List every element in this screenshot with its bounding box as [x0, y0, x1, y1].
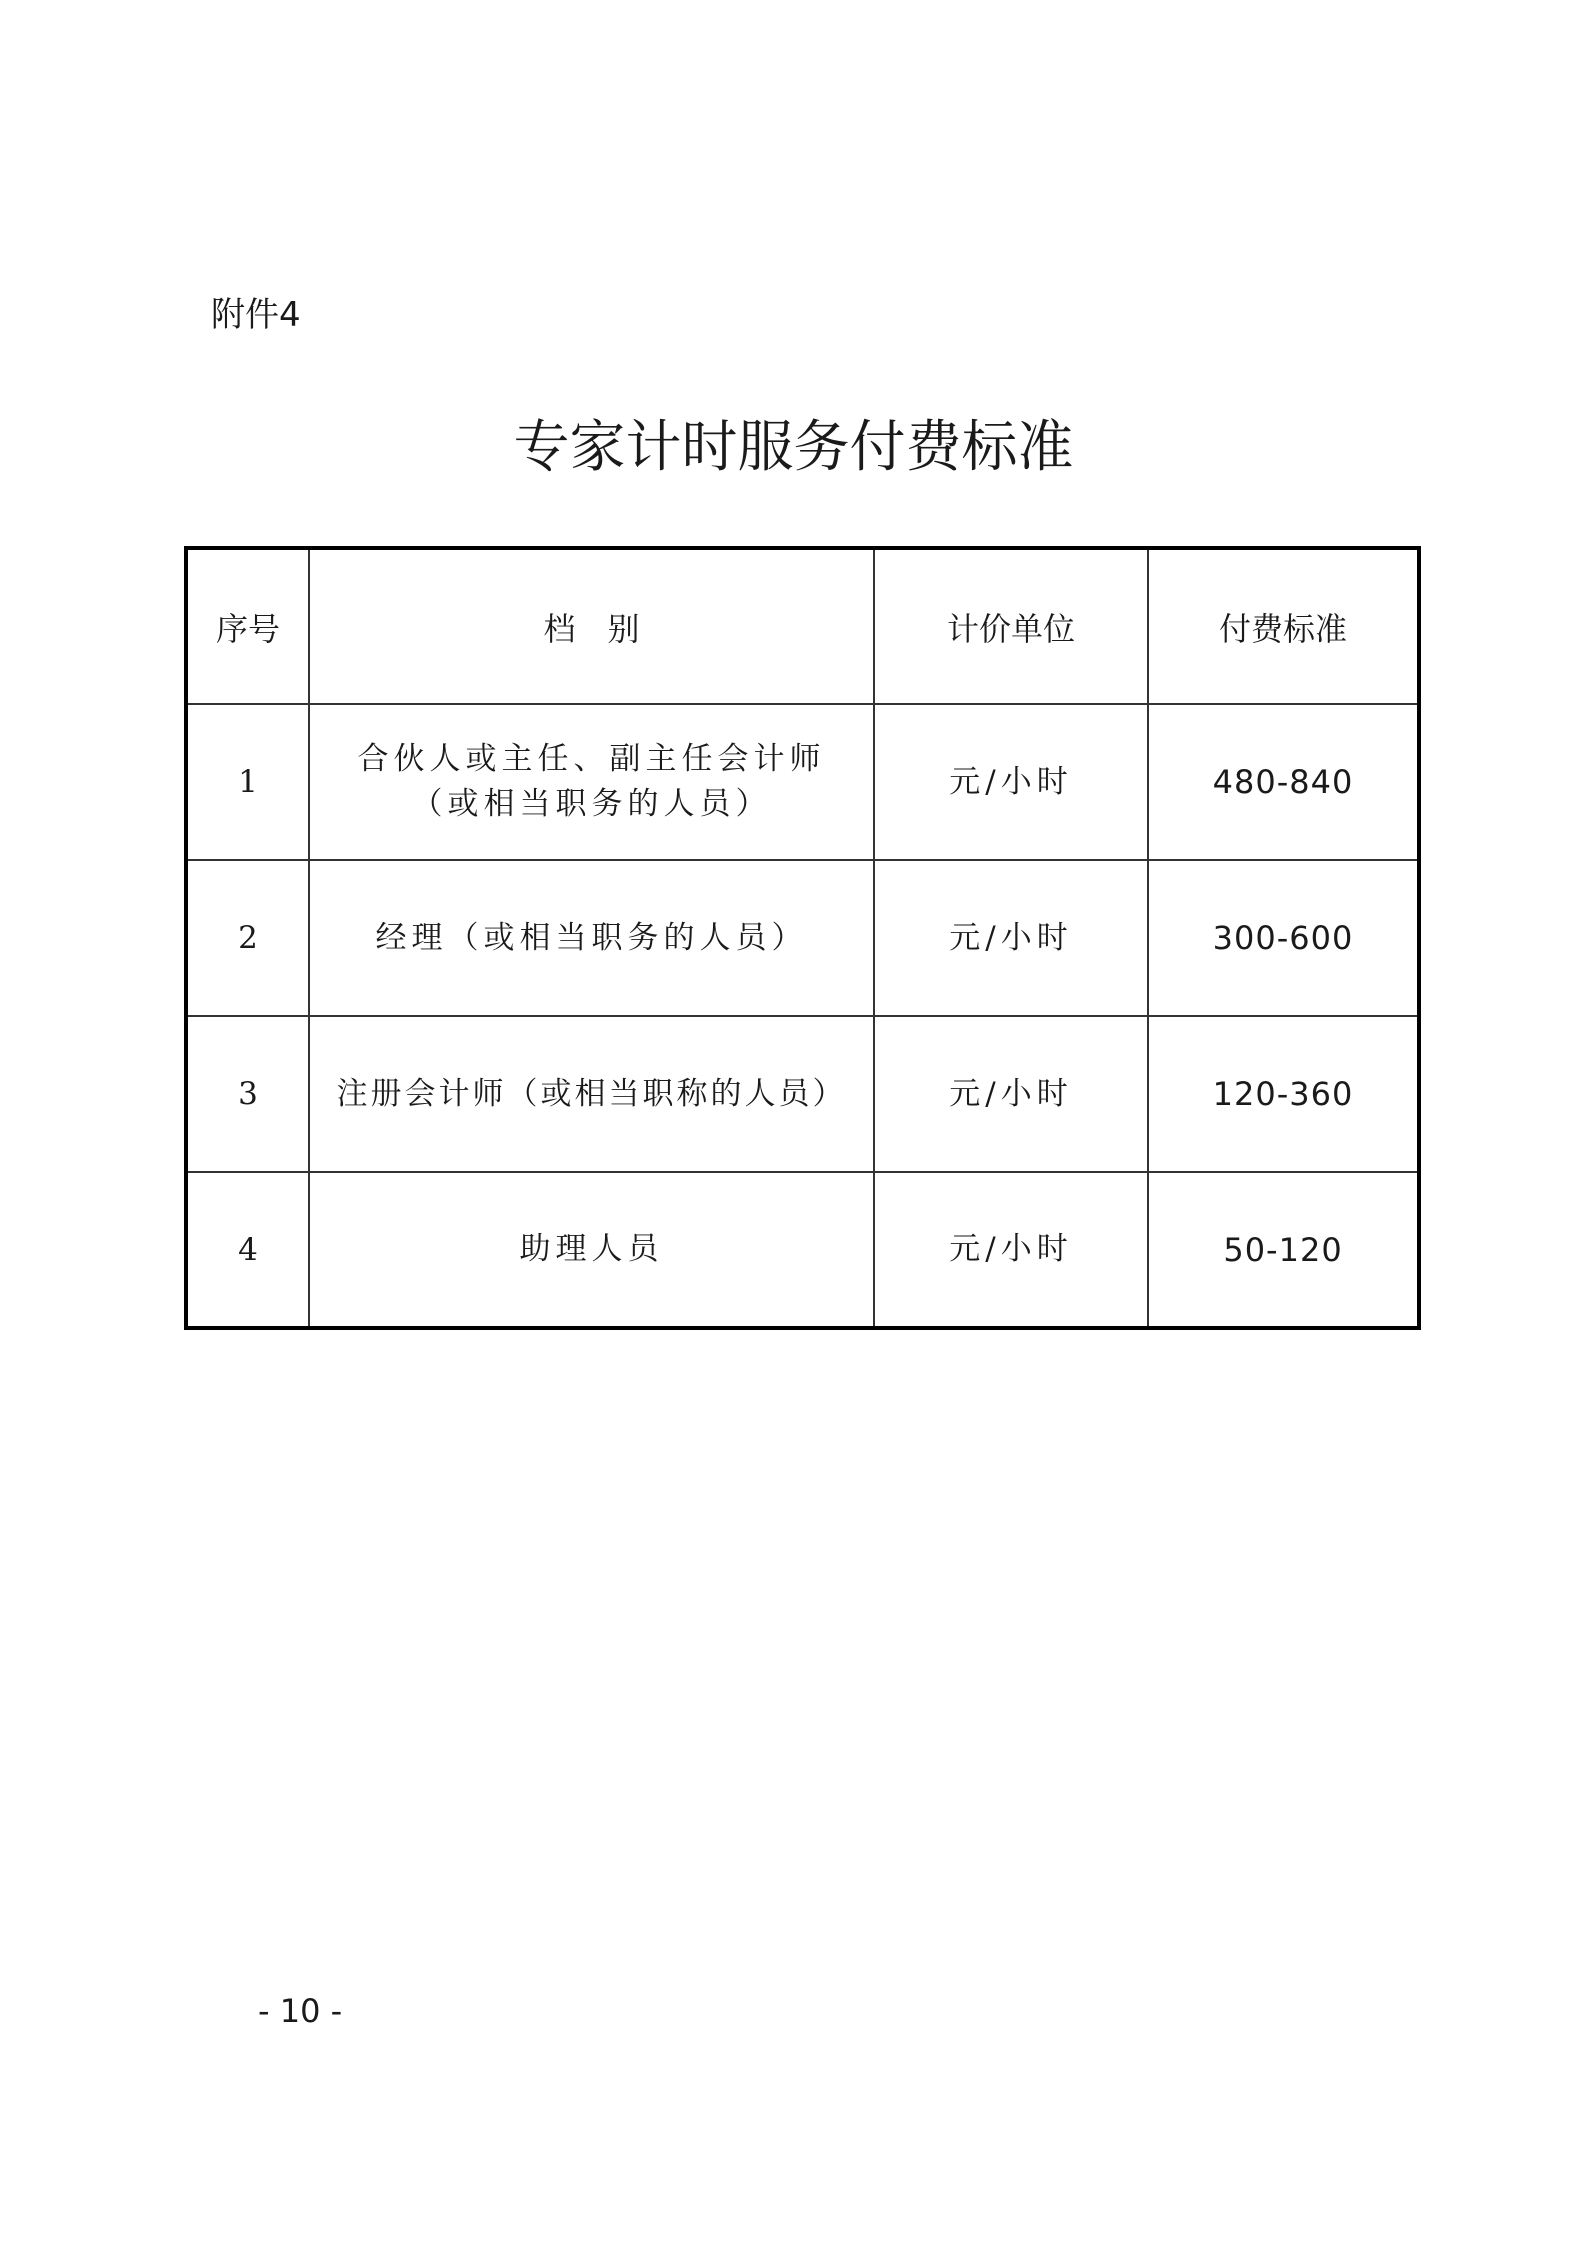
page-number: - 10 - [258, 1992, 343, 2030]
row-serial: 1 [186, 704, 309, 860]
row-unit: 元/小时 [874, 1172, 1148, 1328]
row-fee: 120-360 [1148, 1016, 1419, 1172]
row-category: 注册会计师（或相当职称的人员） [309, 1016, 874, 1172]
row-unit: 元/小时 [874, 1016, 1148, 1172]
row-fee: 50-120 [1148, 1172, 1419, 1328]
header-unit: 计价单位 [874, 548, 1148, 704]
table-row [186, 860, 1419, 1016]
table-row [186, 704, 1419, 860]
row-unit: 元/小时 [874, 860, 1148, 1016]
row-category [309, 704, 874, 860]
page-title: 专家计时服务付费标准 [513, 415, 1074, 480]
row-fee: 300-600 [1148, 860, 1419, 1016]
row-category: 助理人员 [309, 1172, 874, 1328]
row-unit: 元/小时 [874, 704, 1148, 860]
header-serial: 序号 [186, 548, 309, 704]
table-row [186, 1172, 1419, 1328]
header-fee: 付费标准 [1148, 548, 1419, 704]
row-fee: 480-840 [1148, 704, 1419, 860]
fee-standard-table [184, 546, 1421, 1330]
row-category: 经理（或相当职务的人员） [309, 860, 874, 1016]
table-row [186, 1016, 1419, 1172]
row-serial: 2 [186, 860, 309, 1016]
row-category-line: 合伙人或主任、副主任会计师 [357, 741, 826, 778]
header-category: 档 别 [309, 548, 874, 704]
attachment-label: 附件4 [211, 295, 301, 335]
row-serial: 4 [186, 1172, 309, 1328]
row-category-line: （或相当职务的人员） [411, 786, 772, 822]
row-serial: 3 [186, 1016, 309, 1172]
table-header-row [186, 548, 1419, 704]
